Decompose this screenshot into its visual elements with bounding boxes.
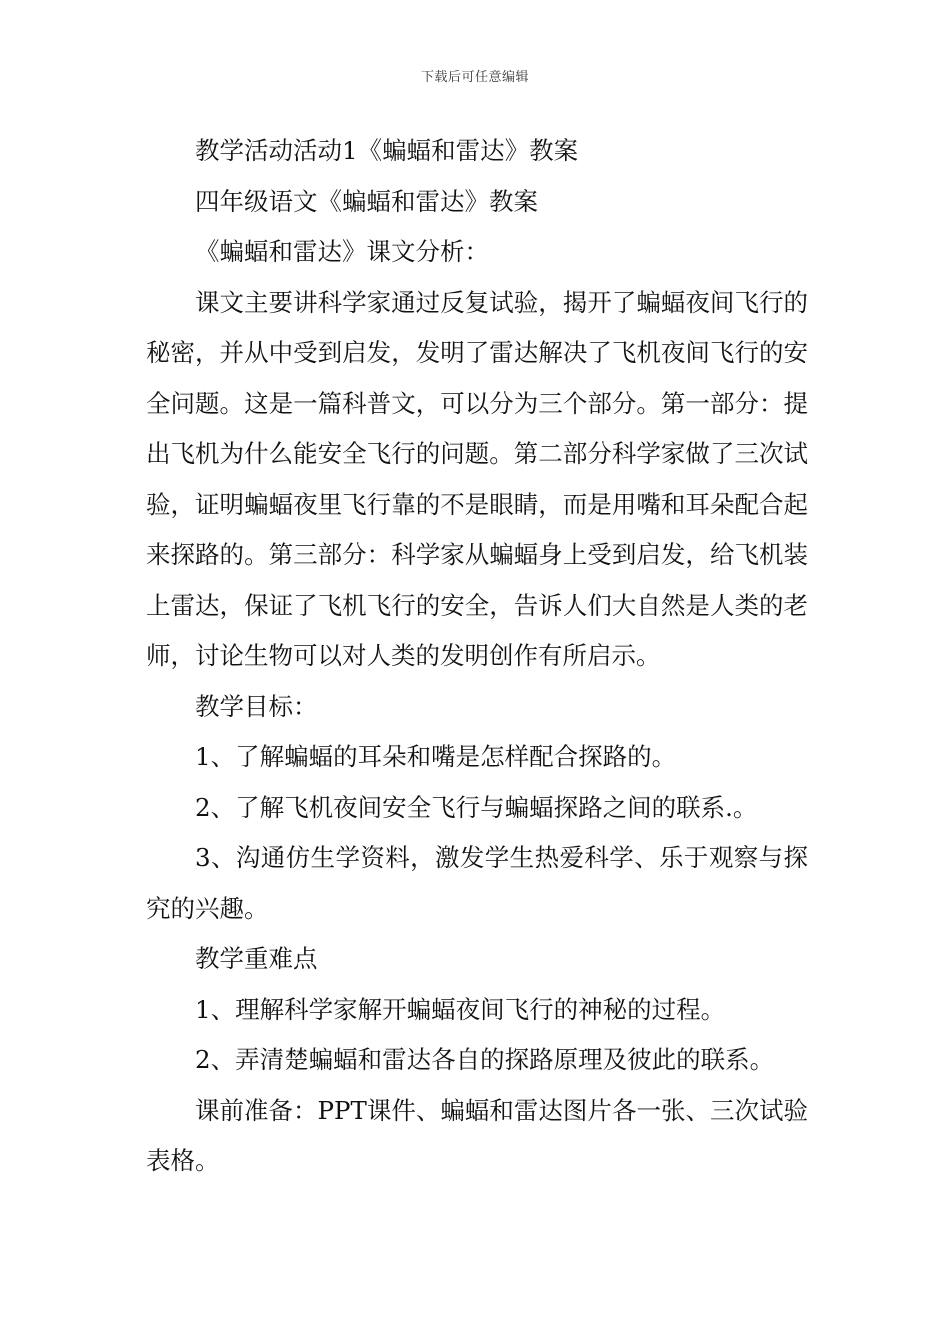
doc-title: 教学活动活动1《蝙蝠和雷达》教案 (195, 136, 579, 165)
document-body (146, 126, 808, 1187)
goal-item-1: 1、了解蝙蝠的耳朵和嘴是怎样配合探路的。 (195, 742, 677, 771)
goal-item-3: 3、沟通仿生学资料，激发学生热爱科学、乐于观察与探究的兴趣。 (146, 843, 808, 923)
goal-item-2: 2、了解飞机夜间安全飞行与蝙蝠探路之间的联系.。 (195, 792, 758, 822)
keypoint-item-2: 2、弄清楚蝙蝠和雷达各自的探路原理及彼此的联系。 (195, 1045, 775, 1074)
analysis-paragraph: 课文主要讲科学家通过反复试验，揭开了蝙蝠夜间飞行的秘密，并从中受到启发，发明了雷达解决了飞机夜间飞行的安全问题。这是一篇科普文，可以分为三个部分。第一部分：提出飞机为什么能安全飞行的问题。第二部分科学家做了三次试验，证明蝙蝠夜里飞行靠的不是眼睛，而是用嘴和耳朵配合起来探路的。第三部分：科学家从蝙蝠身上受到启发，给飞机装上雷达，保证了飞机飞行的安全，告诉人们大自然是人类的老师，讨论生物可以对人类的发明创作有所启示。 (146, 287, 808, 670)
keypoint-item-1: 1、理解科学家解开蝙蝠夜间飞行的神秘的过程。 (195, 994, 726, 1024)
section-heading-analysis: 《蝙蝠和雷达》课文分析： (195, 237, 489, 266)
preparation-paragraph: 课前准备：PPT课件、蝙蝠和雷达图片各一张、三次试验表格。 (146, 1095, 808, 1175)
section-heading-goals: 教学目标： (195, 691, 318, 721)
section-heading-keypoints: 教学重难点 (195, 944, 318, 973)
doc-subtitle: 四年级语文《蝙蝠和雷达》教案 (195, 186, 538, 216)
header-note: 下载后可任意编辑 (420, 70, 529, 85)
